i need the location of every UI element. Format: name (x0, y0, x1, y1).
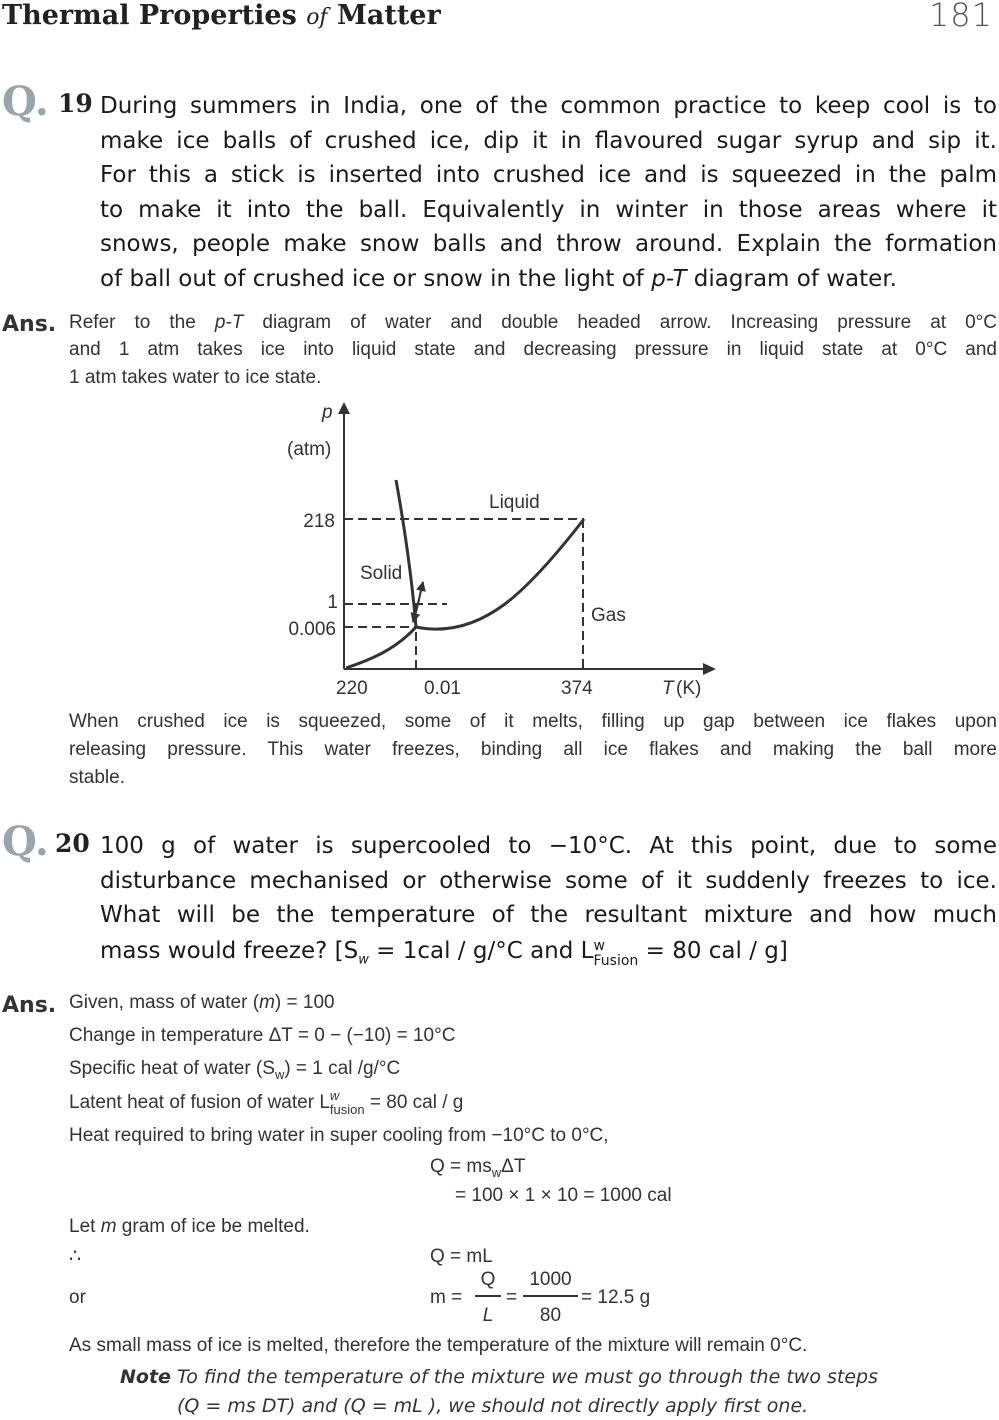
q20-number: 20 (55, 829, 90, 858)
q20-let: Let m gram of ice be melted. (69, 1216, 310, 1237)
q20-note-line-1: Note To find the temperature of the mixture we must go through the two steps (120, 1366, 878, 1388)
q19-after-line-2: releasing pressure. This water freezes, binding all ice flakes and making the ball more (69, 739, 997, 760)
y-tick-1: 1 (327, 592, 338, 613)
q20-ans-label: Ans. (2, 993, 57, 1018)
q20-frac2-den: 80 (539, 1305, 562, 1326)
q20-eq2: = 100 × 1 × 10 = 1000 cal (455, 1185, 672, 1206)
q19-line-1: During summers in India, one of the common practice to keep cool is to (100, 93, 997, 119)
q20-line-3: What will be the temperature of the resultant mixture and how much (100, 902, 997, 928)
x-tick-220: 220 (336, 678, 368, 699)
q20-given: Given, mass of water (m) = 100 (69, 992, 335, 1013)
q20-mark: Q. (2, 818, 49, 865)
q19-line-6: of ball out of crushed ice or snow in the light of p-T diagram of water. (100, 266, 897, 292)
x-tick-001: 0.01 (424, 678, 461, 699)
q19-after-line-1: When crushed ice is squeezed, some of it melts, filling up gap between ice flakes upon (69, 711, 997, 732)
q20-frac1-num: Q (480, 1269, 496, 1290)
q19-line-4: to make it into the ball. Equivalently in winter in those areas where it (100, 197, 997, 223)
q19-line-3: For this a stick is inserted into crushed ice and is squeezed in the palm (100, 162, 997, 188)
q20-eq1: $Q = ms_w\Delta T$ (430, 1156, 526, 1180)
q20-line-4: mass would freeze? [$S_w = 1cal / g/^\circ C$ and L w Fusion = 80 cal / g] (100, 937, 788, 969)
q19-line-5: snows, people make snow balls and throw around. Explain the formation (100, 231, 997, 257)
q20-conclusion: As small mass of ice is melted, therefore the temperature of the mixture will remain 0°C. (69, 1335, 808, 1356)
q20-eq3: Q = mL (430, 1246, 493, 1267)
y-axis-unit: (atm) (287, 439, 332, 460)
title-of: of (306, 5, 328, 30)
x-axis-unit: (K) (676, 678, 702, 699)
q19-mark: Q. (2, 78, 49, 125)
dashed-guides (344, 519, 584, 669)
q19-line-2: make ice balls of crushed ice, dip it in flavoured sugar syrup and sip it. (100, 128, 997, 154)
q19-ans-line-2: and 1 atm takes ice into liquid state and decreasing pressure in liquid state at 0°C and (69, 339, 997, 360)
title-part-2: Matter (336, 0, 441, 31)
q20-frac1-bar (475, 1295, 501, 1297)
vaporisation-curve (416, 519, 584, 629)
q20-frac2-num: 1000 (529, 1269, 572, 1290)
q20-or: or (69, 1287, 86, 1308)
q20-frac2-bar (523, 1295, 578, 1297)
region-solid: Solid (360, 563, 403, 584)
q19-ans-line-1: Refer to the p-T diagram of water and double headed arrow. Increasing pressure at 0°C (69, 312, 997, 333)
q20-frac-result: = 12.5 g (581, 1287, 651, 1308)
q19-after-line-3: stable. (69, 767, 125, 788)
y-axis-arrow-icon (338, 402, 350, 414)
q19-number: 19 (58, 89, 93, 118)
q20-therefore: ∴ (69, 1246, 82, 1267)
title-part-1: Thermal Properties (2, 0, 297, 31)
y-axis-label: p (322, 402, 333, 423)
q20-specific-heat: Specific heat of water $(S_w) = 1$ cal /g/°C (69, 1058, 401, 1082)
region-gas: Gas (591, 605, 626, 626)
q20-change: Change in temperature ΔT = 0 − (−10) = 10°C (69, 1025, 456, 1046)
q20-line-2: disturbance mechanised or otherwise some of it suddenly freezes to ice. (100, 868, 997, 894)
q20-frac1-den: L (482, 1305, 494, 1326)
y-tick-218: 218 (303, 511, 335, 532)
x-tick-374: 374 (561, 678, 593, 699)
x-axis-label: T (662, 678, 674, 699)
note-label: Note (120, 1366, 171, 1388)
q20-note-line-2: (Q = ms DT) and (Q = mL ), we should not directly apply first one. (177, 1395, 809, 1417)
q20-latent-heat: Latent heat of fusion of water L w fusion = 80 cal / g (69, 1088, 464, 1117)
l-fusion-scripts: w Fusion (593, 937, 639, 969)
q20-eq-sign: = (506, 1287, 518, 1308)
sublimation-curve (346, 627, 416, 668)
x-axis-arrow-icon (703, 663, 716, 675)
q20-heat-required: Heat required to bring water in super cooling from −10°C to 0°C, (69, 1125, 609, 1146)
q19-ans-label: Ans. (2, 312, 57, 337)
q20-line-1: 100 g of water is supercooled to −10°C. At this point, due to some (100, 833, 997, 859)
q19-ans-line-3: 1 atm takes water to ice state. (69, 367, 322, 388)
pt-diagram (270, 395, 730, 705)
region-liquid: Liquid (489, 492, 540, 513)
page-header-title (2, 0, 441, 31)
page-number: 181 (928, 0, 993, 34)
y-tick-0006: 0.006 (288, 619, 336, 640)
q20-frac-lhs: m = (430, 1287, 463, 1308)
